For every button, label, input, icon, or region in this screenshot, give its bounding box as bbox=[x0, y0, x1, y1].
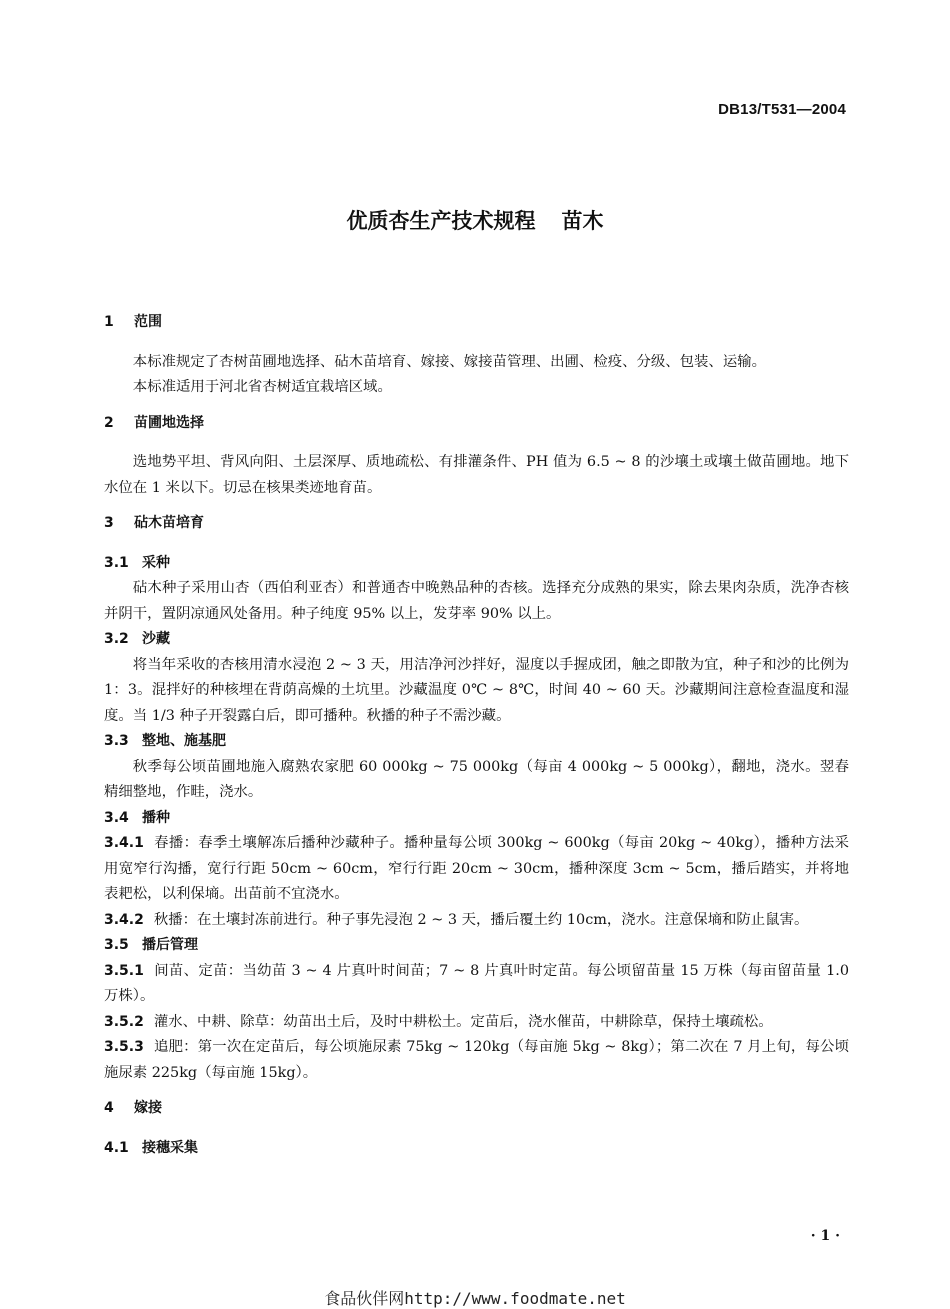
document-title bbox=[0, 205, 950, 235]
title-sub: 苗木 bbox=[561, 209, 604, 233]
section-4-heading: 4 嫁接 bbox=[104, 1100, 162, 1116]
section-3-2-paragraph: 将当年采收的杏核用清水浸泡 2 ~ 3 天，用洁净河沙拌好，湿度以手握成团，触之即散为宜，种子和沙的比例为 1：3。混拌好的种核埋在背荫高燥的土坑里。沙藏温度 0℃ ~ 8℃，时间 40 ~ 60 天。沙藏期间注意检查温度和湿度。当 1/3 种子开裂露白后，即可播种。秋播的种子不需沙藏。 bbox=[104, 656, 849, 724]
footer-watermark: 食品伙伴网http://www.foodmate.net bbox=[324, 1289, 626, 1308]
section-3-1-heading: 3.1 采种 bbox=[104, 554, 170, 571]
standard-number: DB13/T531—2004 bbox=[718, 101, 846, 118]
section-3-3-paragraph: 秋季每公顷苗圃地施入腐熟农家肥 60 000kg ~ 75 000kg（每亩 4 000kg ~ 5 000kg），翻地，浇水。翌春精细整地，作畦，浇水。 bbox=[104, 758, 849, 800]
section-4-1-heading: 4.1 接穗采集 bbox=[104, 1139, 198, 1156]
section-3-1-paragraph: 砧木种子采用山杏（西伯利亚杏）和普通杏中晚熟品种的杏核。选择充分成熟的果实，除去果肉杂质，洗净杏核并阴干，置阴凉通风处备用。种子纯度 95% 以上，发芽率 90% 以上。 bbox=[104, 580, 849, 622]
section-1-heading: 1 范围 bbox=[104, 314, 162, 330]
section-1-paragraph-2: 本标准适用于河北省杏树适宜栽培区域。 bbox=[132, 379, 392, 395]
document-body bbox=[104, 310, 849, 1161]
title-main: 优质杏生产技术规程 bbox=[346, 209, 536, 233]
section-3-3-heading: 3.3 整地、施基肥 bbox=[104, 733, 226, 749]
section-2-heading: 2 苗圃地选择 bbox=[104, 414, 204, 431]
section-3-5-3: 3.5.3 追肥：第一次在定苗后，每公顷施尿素 75kg ~ 120kg（每亩施 5kg ~ 8kg）；第二次在 7 月上旬，每公顷施尿素 225kg（每亩施 15kg）。 bbox=[104, 1039, 849, 1081]
section-3-4-1: 3.4.1 春播：春季土壤解冻后播种沙藏种子。播种量每公顷 300kg ~ 600kg（每亩 20kg ~ 40kg），播种方法采用宽窄行沟播，宽行行距 50cm ~ 60cm，窄行行距 20cm ~ 30cm，播种深度 3cm ~ 5cm，播后踏实，并将地表耙松，以利保墒。出苗前不宜浇水。 bbox=[104, 835, 849, 902]
section-1-paragraph-1: 本标准规定了杏树苗圃地选择、砧木苗培育、嫁接、嫁接苗管理、出圃、检疫、分级、包装、运输。 bbox=[132, 353, 766, 370]
section-3-5-1: 3.5.1 间苗、定苗：当幼苗 3 ~ 4 片真叶时间苗；7 ~ 8 片真叶时定苗。每公顷留苗量 15 万株（每亩留苗量 1.0 万株）。 bbox=[104, 962, 849, 1004]
section-3-5-2: 3.5.2 灌水、中耕、除草：幼苗出土后，及时中耕松土。定苗后，浇水催苗，中耕除草，保持土壤疏松。 bbox=[104, 1013, 773, 1030]
section-2-paragraph: 选地势平坦、背风向阳、土层深厚、质地疏松、有排灌条件、PH 值为 6.5 ~ 8 的沙壤土或壤土做苗圃地。地下水位在 1 米以下。切忌在核果类迹地育苗。 bbox=[104, 454, 849, 496]
section-3-heading: 3 砧木苗培育 bbox=[104, 515, 204, 531]
section-3-2-heading: 3.2 沙藏 bbox=[104, 631, 170, 647]
section-3-4-2: 3.4.2 秋播：在土壤封冻前进行。种子事先浸泡 2 ~ 3 天，播后覆土约 10cm，浇水。注意保墒和防止鼠害。 bbox=[104, 911, 809, 928]
page-number: · 1 · bbox=[810, 1228, 840, 1244]
section-3-5-heading: 3.5 播后管理 bbox=[104, 937, 198, 953]
section-3-4-heading: 3.4 播种 bbox=[104, 809, 170, 826]
